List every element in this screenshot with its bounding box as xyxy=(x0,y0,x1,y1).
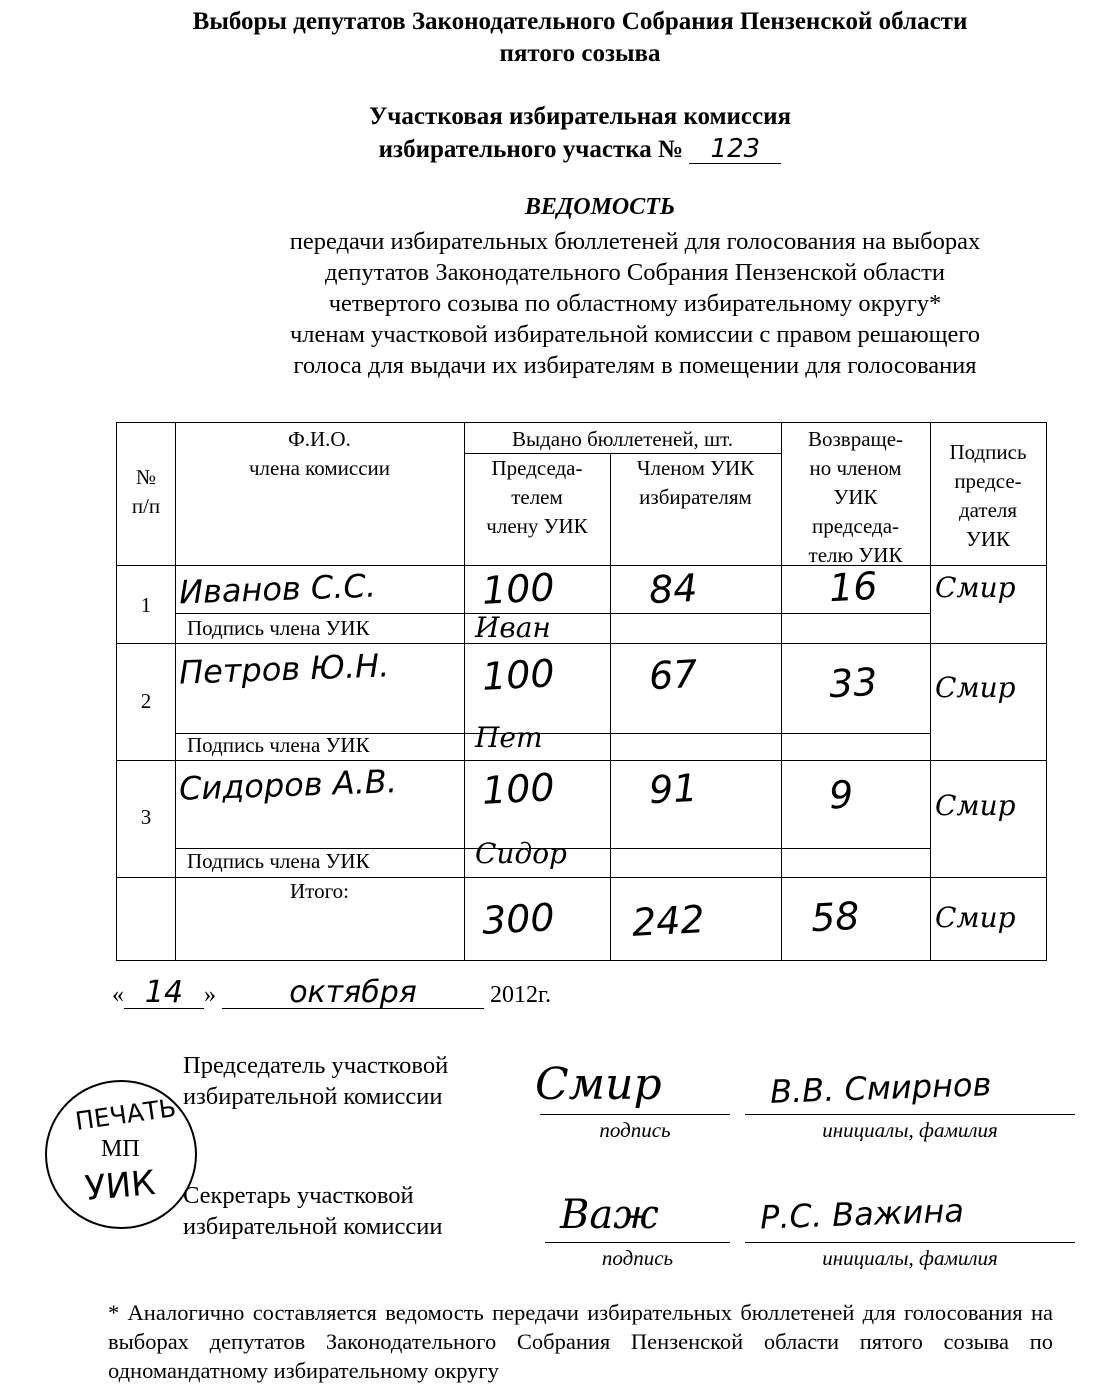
row-divider xyxy=(117,760,1046,761)
header-chair-signature: Подпись предсе- дателя УИК xyxy=(949,440,1027,551)
total-by-chair: 300 xyxy=(480,895,556,943)
stamp-text-1: ПЕЧАТЬ xyxy=(73,1093,178,1136)
member-signature-label: Подпись члена УИК xyxy=(187,616,370,640)
member-signature-label: Подпись члена УИК xyxy=(187,849,370,873)
footnote: * Аналогично составляется ведомость передачи избирательных бюллетеней для голосования на выборах депутатов Законодательного Собрания Пензенской области пятого созыва по одномандатному избирательному округу xyxy=(108,1300,1053,1383)
member-signature: Иван xyxy=(475,611,551,644)
member-name: Иванов С.С. xyxy=(178,566,377,612)
header-returned: Возвраще- но членом УИК председа- телю УИК xyxy=(807,427,904,567)
member-name: Петров Ю.Н. xyxy=(178,646,390,692)
secretary-signature-line xyxy=(545,1242,730,1243)
chair-signature-mark: Смир xyxy=(535,1059,662,1110)
header-by-member: Членом УИК избирателям xyxy=(636,456,755,509)
stamp-text-2: МП xyxy=(101,1136,140,1162)
total-chair-signature: Смир xyxy=(935,901,1016,934)
secretary-role: Секретарь участковой избирательной комиссии xyxy=(183,1182,443,1240)
returned-to-chair: 16 xyxy=(827,563,879,611)
chair-signature-line xyxy=(540,1114,730,1115)
total-returned: 58 xyxy=(809,893,861,941)
row-divider xyxy=(117,877,1046,878)
row-num: 3 xyxy=(140,805,152,829)
total-by-member: 242 xyxy=(630,897,706,945)
secretary-name-line xyxy=(745,1242,1075,1243)
issued-by-chair: 100 xyxy=(480,651,556,699)
header-by-chair: Председа- телем члену УИК xyxy=(486,456,588,538)
secretary-signature-mark: Важ xyxy=(560,1192,659,1238)
issued-by-member: 84 xyxy=(647,565,699,613)
member-signature: Пет xyxy=(475,721,543,754)
member-name: Сидоров А.В. xyxy=(178,762,398,808)
header-fio: Ф.И.О. члена комиссии xyxy=(248,427,391,480)
row-divider xyxy=(117,643,1046,644)
issued-by-chair: 100 xyxy=(480,565,556,613)
document-subtitle: передачи избирательных бюллетеней для голосования на выборах депутатов Законодательного Собрания Пензенской области четвертого созыва по областному избирательному округу* членам участковой избирательной комиссии с правом решающего голоса для выдачи их избирателям в помещении для голосования xyxy=(289,228,981,379)
issued-by-chair: 100 xyxy=(480,765,556,813)
document-heading: ВЕДОМОСТЬ xyxy=(524,194,676,220)
date-month: октября xyxy=(222,978,484,1009)
member-signature: Сидор xyxy=(475,837,567,870)
chair-signature: Смир xyxy=(935,789,1016,822)
row-num: 2 xyxy=(140,689,152,713)
chair-signature-caption: подпись xyxy=(599,1118,671,1142)
header-issued-group: Выдано бюллетеней, шт. xyxy=(511,427,734,451)
stamp-text-3: УИК xyxy=(83,1163,157,1209)
election-title: Выборы депутатов Законодательного Собрания Пензенской области пятого созыва xyxy=(192,8,968,67)
chair-signature: Смир xyxy=(935,671,1016,704)
member-signature-label: Подпись члена УИК xyxy=(187,733,370,757)
chair-role: Председатель участковой избирательной комиссии xyxy=(183,1052,449,1110)
returned-to-chair: 9 xyxy=(827,772,855,818)
issued-by-member: 91 xyxy=(647,765,699,813)
chair-name: В.В. Смирнов xyxy=(769,1065,992,1111)
secretary-name: Р.С. Важина xyxy=(759,1191,965,1237)
col-divider xyxy=(610,453,611,960)
secretary-signature-caption: подпись xyxy=(601,1246,674,1270)
commission-stamp xyxy=(45,1080,197,1229)
precinct-number: 123 xyxy=(689,135,781,164)
date-day: 14 xyxy=(124,978,204,1009)
returned-to-chair: 33 xyxy=(827,659,879,707)
commission-title: Участковая избирательная комиссия избирательного участка № 123 xyxy=(368,103,792,164)
header-num: № п/п xyxy=(131,465,161,518)
document-date: « 14 » октября 2012г. xyxy=(112,975,552,1010)
issued-by-member: 67 xyxy=(647,651,699,699)
row-num: 1 xyxy=(140,593,152,617)
chair-name-caption: инициалы, фамилия xyxy=(822,1118,998,1142)
ballot-transfer-table xyxy=(116,422,1047,961)
total-label: Итого: xyxy=(290,879,349,903)
row-divider xyxy=(175,613,930,614)
secretary-name-caption: инициалы, фамилия xyxy=(822,1246,998,1270)
chair-name-line xyxy=(745,1114,1075,1115)
chair-signature: Смир xyxy=(935,571,1016,604)
